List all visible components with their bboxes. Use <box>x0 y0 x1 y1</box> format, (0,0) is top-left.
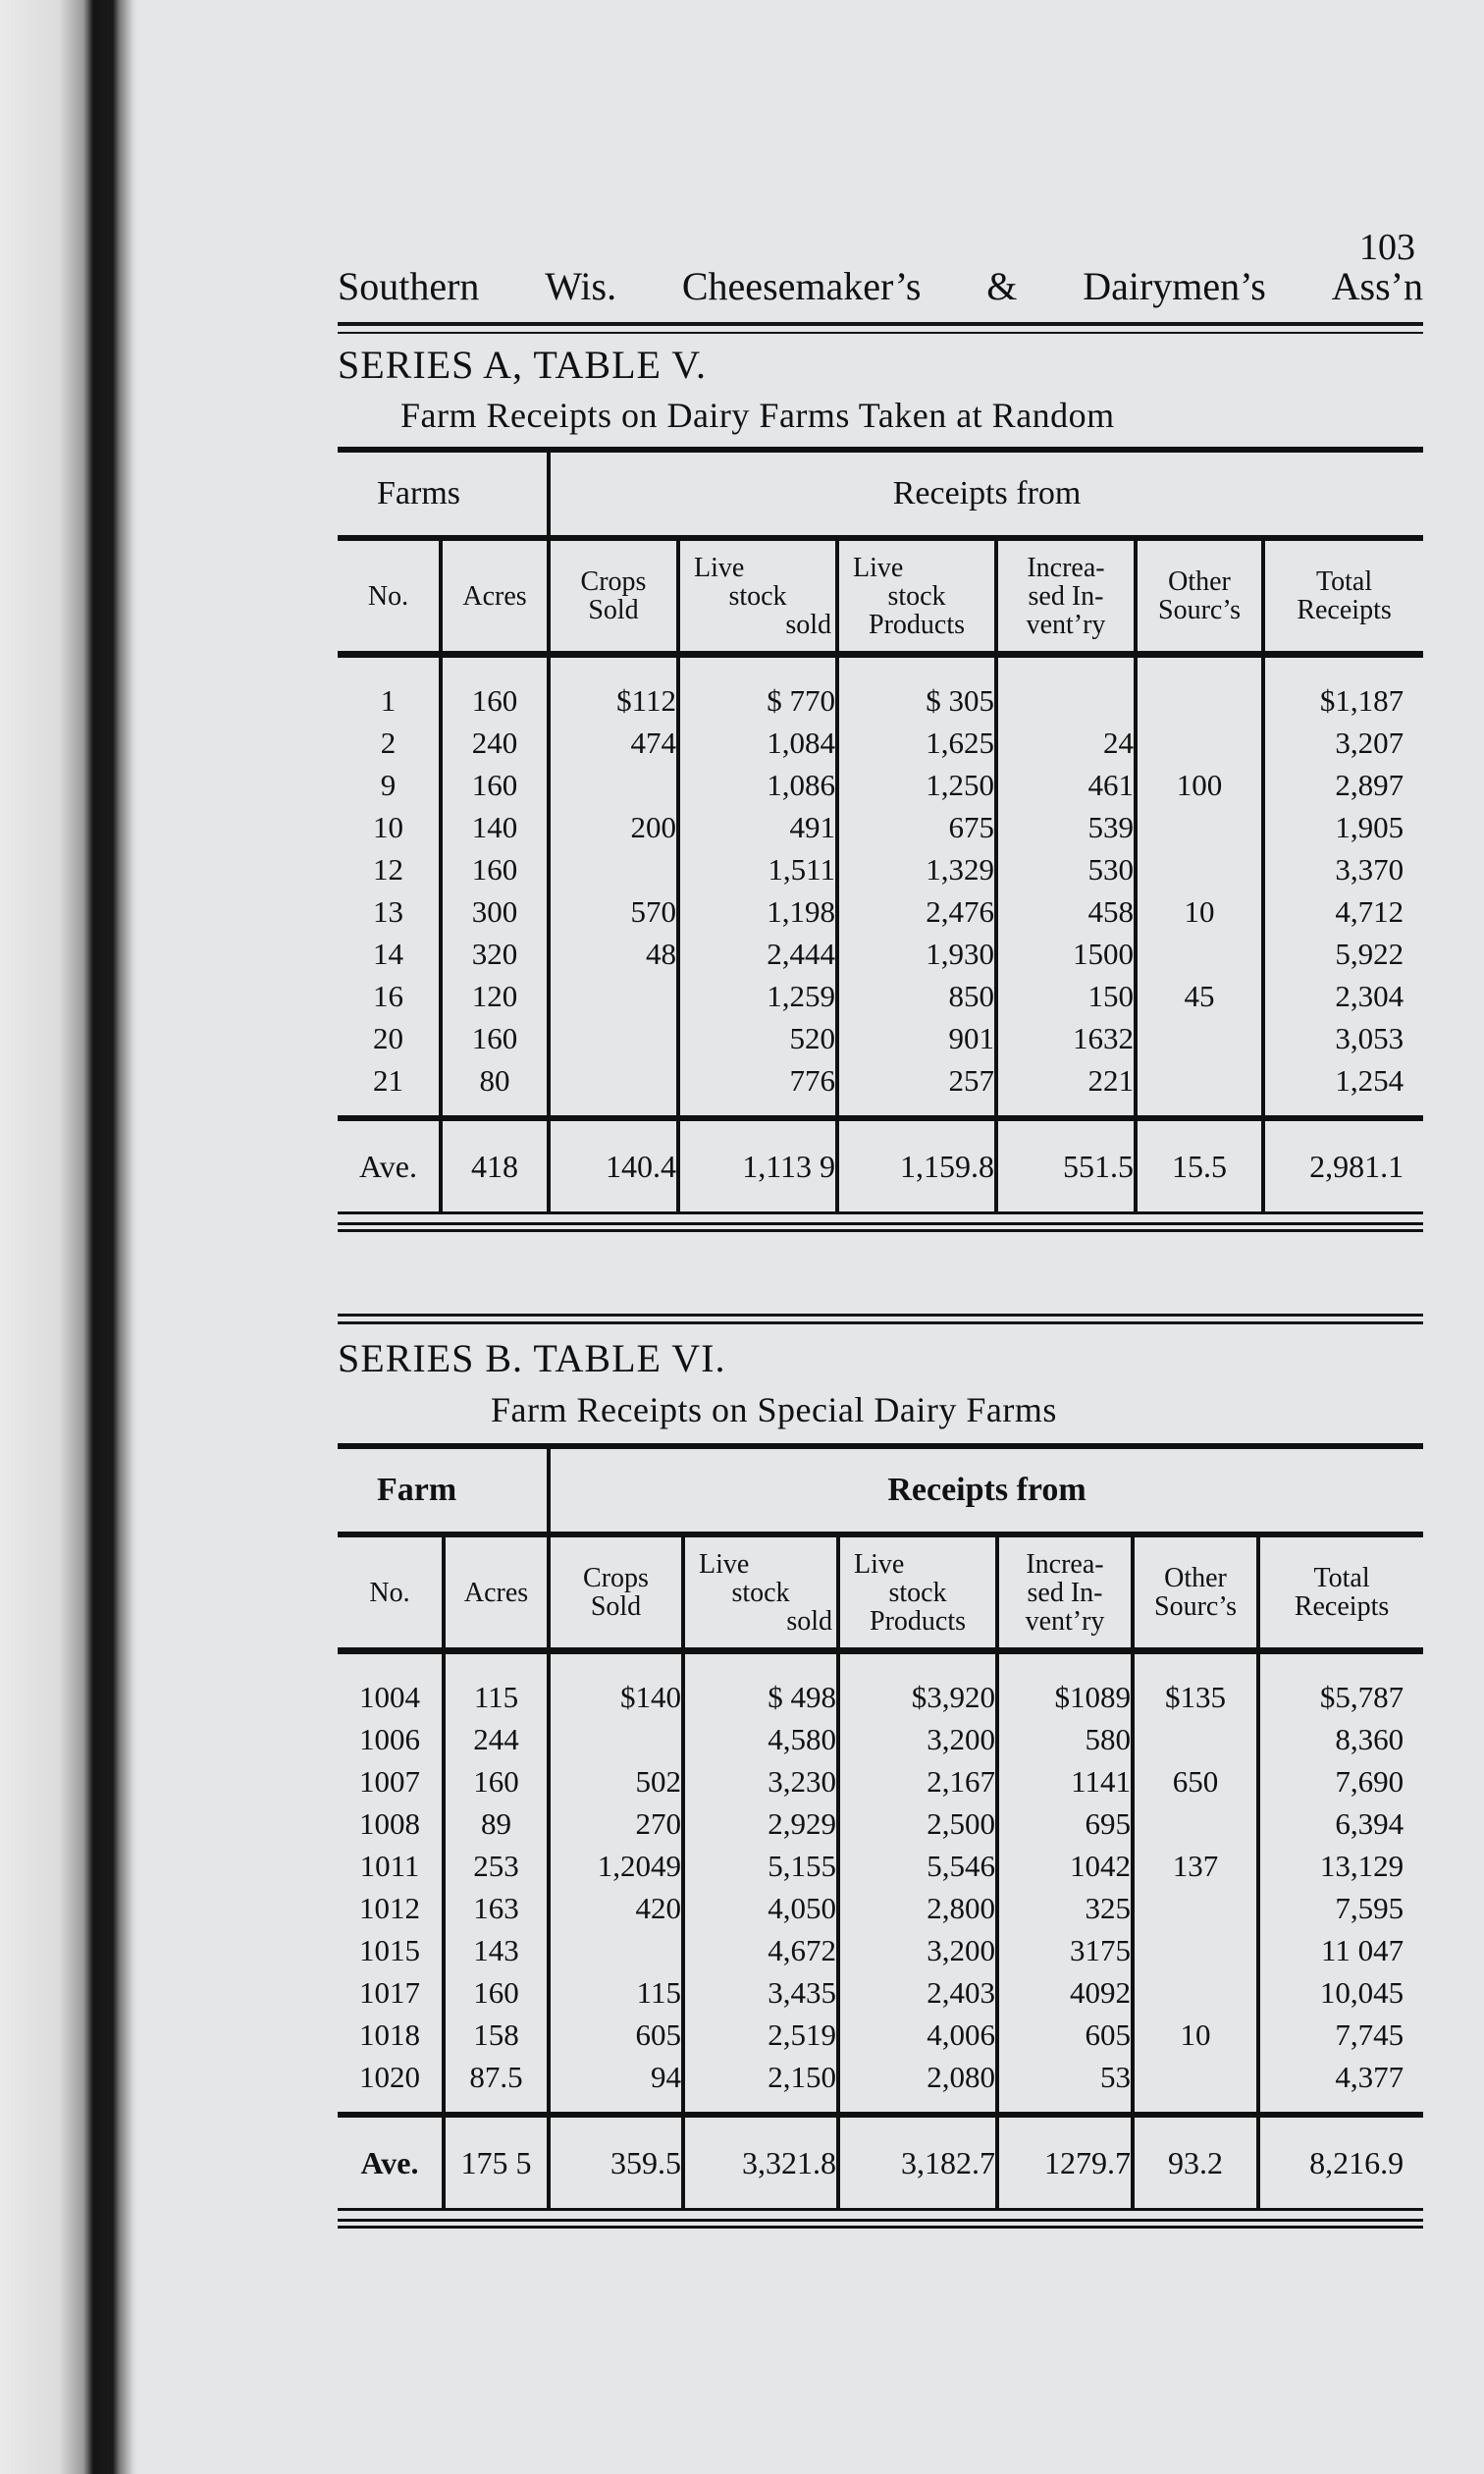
table-cell: 7,595 <box>1335 1891 1404 1925</box>
table-cell <box>549 1718 683 1760</box>
table-cell: 2,519 <box>683 2014 838 2056</box>
table-cell: 2 <box>338 722 441 764</box>
table-cell: 89 <box>444 1802 549 1845</box>
table-cell: 3,230 <box>683 1760 838 1802</box>
series-b-table <box>338 1443 1423 2211</box>
table-cell <box>549 975 678 1017</box>
table-cell <box>549 1929 683 1971</box>
average-cell: 551.5 <box>996 1118 1136 1213</box>
table-cell: 115 <box>444 1651 549 1719</box>
table-cell: 2,500 <box>838 1802 997 1845</box>
average-cell: 2,981.1 <box>1263 1118 1423 1213</box>
table-cell: 48 <box>549 933 678 975</box>
table-cell: 3,200 <box>838 1718 997 1760</box>
table-row <box>338 1887 1423 1929</box>
table-cell: 221 <box>996 1059 1136 1118</box>
table-cell: 675 <box>837 806 996 848</box>
column-header-live-stock-products: Live stock Products <box>837 538 996 655</box>
table-cell: 16 <box>338 975 441 1017</box>
series-a-table-block <box>338 447 1423 1232</box>
table-row <box>338 1718 1423 1760</box>
table-end-rule <box>338 1222 1423 1232</box>
table-row <box>338 848 1423 890</box>
column-header-other-sources: Other Sourc’s <box>1133 1534 1258 1651</box>
table-cell: 520 <box>678 1017 837 1059</box>
column-header-crops-sold: Crops Sold <box>549 538 678 655</box>
table-cell: 1,2049 <box>549 1845 683 1887</box>
group-header-receipts-from: Receipts from <box>549 450 1423 538</box>
table-cell: 10 <box>1136 890 1263 933</box>
table-cell: 1500 <box>996 933 1136 975</box>
table-cell <box>549 1059 678 1118</box>
table-row <box>338 1929 1423 1971</box>
average-cell: 140.4 <box>549 1118 678 1213</box>
table-cell: 605 <box>549 2014 683 2056</box>
table-row <box>338 655 1423 723</box>
column-header-total-receipts: Total Receipts <box>1258 1534 1423 1651</box>
average-cell: 359.5 <box>549 2115 683 2210</box>
series-a-subtitle: Farm Receipts on Dairy Farms Taken at Random <box>400 396 1115 435</box>
table-cell: 8,360 <box>1335 1722 1404 1756</box>
table-cell <box>996 655 1136 723</box>
table-cell: 3,053 <box>1335 1021 1404 1055</box>
average-cell: 3,182.7 <box>838 2115 997 2210</box>
table-cell: 650 <box>1133 1760 1258 1802</box>
table-cell: 1008 <box>338 1802 444 1845</box>
table-cell: 13 <box>338 890 441 933</box>
table-cell: 1,905 <box>1335 810 1404 844</box>
table-cell: 2,444 <box>678 933 837 975</box>
table-cell: 1,198 <box>678 890 837 933</box>
running-head-word: Ass’n <box>1331 264 1423 308</box>
table-cell: $ 770 <box>678 655 837 723</box>
table-cell: 4,580 <box>683 1718 838 1760</box>
table-cell <box>1136 722 1263 764</box>
table-cell <box>1136 655 1263 723</box>
table-cell: 14 <box>338 933 441 975</box>
table-cell: 850 <box>837 975 996 1017</box>
table-cell: 1015 <box>338 1929 444 1971</box>
table-cell: $135 <box>1133 1651 1258 1719</box>
table-cell: 4,377 <box>1335 2060 1404 2094</box>
running-head-word: Dairymen’s <box>1083 264 1266 308</box>
table-cell: 20 <box>338 1017 441 1059</box>
average-cell: 3,321.8 <box>683 2115 838 2210</box>
table-cell: 160 <box>441 655 549 723</box>
table-cell: 325 <box>997 1887 1133 1929</box>
table-cell: 87.5 <box>444 2056 549 2115</box>
table-cell: 3,435 <box>683 1971 838 2014</box>
average-cell: 175 5 <box>444 2115 549 2210</box>
table-cell: 3,207 <box>1335 726 1404 760</box>
table-cell: 80 <box>441 1059 549 1118</box>
section-divider-rule <box>338 1314 1423 1317</box>
average-cell: 1279.7 <box>997 2115 1133 2210</box>
table-cell: 1012 <box>338 1887 444 1929</box>
table-cell <box>1133 2056 1258 2115</box>
table-cell: 1018 <box>338 2014 444 2056</box>
table-cell: 100 <box>1136 764 1263 806</box>
table-cell: 2,897 <box>1335 768 1404 802</box>
table-cell: 458 <box>996 890 1136 933</box>
table-cell: 3,200 <box>838 1929 997 1971</box>
table-cell <box>549 848 678 890</box>
table-cell: 2,800 <box>838 1887 997 1929</box>
table-cell: 1,086 <box>678 764 837 806</box>
average-cell: 1,113 9 <box>678 1118 837 1213</box>
table-cell: 140 <box>441 806 549 848</box>
table-row <box>338 764 1423 806</box>
table-cell: 253 <box>444 1845 549 1887</box>
table-cell: $1,187 <box>1319 683 1404 718</box>
table-cell: 137 <box>1133 1845 1258 1887</box>
table-cell: 1004 <box>338 1651 444 1719</box>
table-cell <box>1136 1017 1263 1059</box>
column-header-live-stock-sold: Live stock sold <box>678 538 837 655</box>
table-cell <box>549 764 678 806</box>
column-header-acres: Acres <box>444 1534 549 1651</box>
table-cell: $5,787 <box>1319 1680 1404 1714</box>
table-cell: 1017 <box>338 1971 444 2014</box>
table-cell: 150 <box>996 975 1136 1017</box>
table-cell: 12 <box>338 848 441 890</box>
table-row <box>338 975 1423 1017</box>
table-cell: 539 <box>996 806 1136 848</box>
table-cell: 9 <box>338 764 441 806</box>
running-head-word: Cheesemaker’s <box>681 264 922 308</box>
table-cell: 1011 <box>338 1845 444 1887</box>
column-header-no: No. <box>338 538 441 655</box>
table-cell: 776 <box>678 1059 837 1118</box>
table-cell: 2,150 <box>683 2056 838 2115</box>
table-cell: 420 <box>549 1887 683 1929</box>
table-cell: 160 <box>441 1017 549 1059</box>
table-cell: 1 <box>338 655 441 723</box>
table-cell: 7,745 <box>1335 2017 1404 2052</box>
table-row <box>338 933 1423 975</box>
column-header-no: No. <box>338 1534 444 1651</box>
table-cell: 1006 <box>338 1718 444 1760</box>
column-header-increased-inventory: Increa- sed In- vent’ry <box>997 1534 1133 1651</box>
table-cell: 1,930 <box>837 933 996 975</box>
table-cell: 6,394 <box>1335 1806 1404 1841</box>
table-cell: 24 <box>996 722 1136 764</box>
table-row <box>338 1845 1423 1887</box>
table-cell: 1632 <box>996 1017 1136 1059</box>
table-cell <box>1136 848 1263 890</box>
table-cell: 2,304 <box>1335 979 1404 1013</box>
table-cell: 1141 <box>997 1760 1133 1802</box>
series-b-title: SERIES B. TABLE VI. <box>338 1336 726 1380</box>
table-cell: 1042 <box>997 1845 1133 1887</box>
table-cell <box>549 1017 678 1059</box>
table-cell: 580 <box>997 1718 1133 1760</box>
group-header-farms: Farms <box>338 450 549 538</box>
table-cell: 1020 <box>338 2056 444 2115</box>
column-header-crops-sold: Crops Sold <box>549 1534 683 1651</box>
series-b-subtitle: Farm Receipts on Special Dairy Farms <box>491 1390 1057 1429</box>
table-cell: $ 305 <box>837 655 996 723</box>
table-cell: 143 <box>444 1929 549 1971</box>
table-cell: $ 498 <box>683 1651 838 1719</box>
table-cell: 4,050 <box>683 1887 838 1929</box>
table-cell: 200 <box>549 806 678 848</box>
table-cell: 1,329 <box>837 848 996 890</box>
table-cell: 1007 <box>338 1760 444 1802</box>
table-cell: 2,167 <box>838 1760 997 1802</box>
table-cell: 320 <box>441 933 549 975</box>
header-rule <box>338 322 1423 326</box>
table-cell <box>1133 1971 1258 2014</box>
table-cell: 1,250 <box>837 764 996 806</box>
table-cell: 160 <box>441 764 549 806</box>
column-header-total-receipts: Total Receipts <box>1263 538 1423 655</box>
table-cell: 10,045 <box>1319 1975 1404 2010</box>
table-cell: 3,370 <box>1335 852 1404 887</box>
table-cell: $1089 <box>997 1651 1133 1719</box>
table-cell: 461 <box>996 764 1136 806</box>
table-cell: 160 <box>441 848 549 890</box>
table-cell: 530 <box>996 848 1136 890</box>
table-cell: 4,712 <box>1335 894 1404 929</box>
average-cell: 8,216.9 <box>1258 2115 1423 2210</box>
table-cell: 53 <box>997 2056 1133 2115</box>
table-cell: 1,259 <box>678 975 837 1017</box>
table-cell: 163 <box>444 1887 549 1929</box>
running-head <box>338 263 1423 309</box>
column-header-live-stock-products: Live stock Products <box>838 1534 997 1651</box>
table-cell: 5,922 <box>1335 937 1404 971</box>
table-cell: 257 <box>837 1059 996 1118</box>
table-cell <box>1133 1718 1258 1760</box>
table-cell: 158 <box>444 2014 549 2056</box>
table-cell: 605 <box>997 2014 1133 2056</box>
table-cell: 502 <box>549 1760 683 1802</box>
table-cell: 1,084 <box>678 722 837 764</box>
table-cell: 120 <box>441 975 549 1017</box>
column-header-increased-inventory: Increa- sed In- vent’ry <box>996 538 1136 655</box>
table-row <box>338 1017 1423 1059</box>
column-header-acres: Acres <box>441 538 549 655</box>
column-header-live-stock-sold: Live stock sold <box>683 1534 838 1651</box>
table-row <box>338 2056 1423 2115</box>
table-cell: 94 <box>549 2056 683 2115</box>
table-cell: 1,625 <box>837 722 996 764</box>
table-row <box>338 1971 1423 2014</box>
average-cell: 1,159.8 <box>837 1118 996 1213</box>
table-cell: $112 <box>549 655 678 723</box>
table-cell: 10 <box>338 806 441 848</box>
table-cell <box>1133 1887 1258 1929</box>
series-b-table-block <box>338 1443 1423 2229</box>
group-header-receipts-from: Receipts from <box>549 1446 1423 1534</box>
table-cell: 474 <box>549 722 678 764</box>
table-row <box>338 806 1423 848</box>
page-number: 103 <box>1359 227 1415 268</box>
table-cell: 240 <box>441 722 549 764</box>
series-a-table <box>338 447 1423 1214</box>
table-cell: 5,155 <box>683 1845 838 1887</box>
table-cell: 115 <box>549 1971 683 2014</box>
series-a-title: SERIES A, TABLE V. <box>338 343 707 387</box>
table-cell: 4092 <box>997 1971 1133 2014</box>
table-row <box>338 722 1423 764</box>
table-cell: 45 <box>1136 975 1263 1017</box>
table-cell <box>1133 1929 1258 1971</box>
table-row <box>338 1651 1423 1719</box>
table-row <box>338 890 1423 933</box>
table-cell: 695 <box>997 1802 1133 1845</box>
table-cell: 491 <box>678 806 837 848</box>
group-header-farm: Farm <box>338 1446 549 1534</box>
table-cell: 1,254 <box>1335 1063 1404 1098</box>
table-end-rule <box>338 2219 1423 2229</box>
table-cell: 2,476 <box>837 890 996 933</box>
running-head-word: Wis. <box>545 264 617 308</box>
table-cell <box>1133 1802 1258 1845</box>
table-cell: 13,129 <box>1319 1849 1404 1883</box>
table-row <box>338 1059 1423 1118</box>
average-cell: 418 <box>441 1118 549 1213</box>
table-cell: 10 <box>1133 2014 1258 2056</box>
table-cell: 570 <box>549 890 678 933</box>
table-cell: 5,546 <box>838 1845 997 1887</box>
table-cell: $140 <box>549 1651 683 1719</box>
table-cell: 2,080 <box>838 2056 997 2115</box>
table-cell: 4,672 <box>683 1929 838 1971</box>
section-divider-rule <box>338 1321 1423 1324</box>
table-cell <box>1136 806 1263 848</box>
table-cell: 160 <box>444 1760 549 1802</box>
table-cell: 901 <box>837 1017 996 1059</box>
book-binding-edge <box>0 0 137 2474</box>
table-cell: 11 047 <box>1320 1933 1404 1967</box>
table-row <box>338 1760 1423 1802</box>
table-cell: 2,929 <box>683 1802 838 1845</box>
column-header-other-sources: Other Sourc’s <box>1136 538 1263 655</box>
running-head-word: & <box>986 264 1018 308</box>
table-cell: 160 <box>444 1971 549 2014</box>
header-rule <box>338 332 1423 334</box>
average-cell: Ave. <box>338 1118 441 1213</box>
table-row <box>338 1802 1423 1845</box>
table-cell: 300 <box>441 890 549 933</box>
table-cell: 7,690 <box>1335 1764 1404 1799</box>
table-cell <box>1136 933 1263 975</box>
table-cell <box>1136 1059 1263 1118</box>
table-cell: 1,511 <box>678 848 837 890</box>
average-row <box>338 1118 1423 1213</box>
average-row <box>338 2115 1423 2210</box>
table-cell: 4,006 <box>838 2014 997 2056</box>
average-cell: 93.2 <box>1133 2115 1258 2210</box>
running-head-word: Southern <box>338 264 480 308</box>
table-row <box>338 2014 1423 2056</box>
table-cell: $3,920 <box>838 1651 997 1719</box>
average-cell: 15.5 <box>1136 1118 1263 1213</box>
table-cell: 244 <box>444 1718 549 1760</box>
table-cell: 270 <box>549 1802 683 1845</box>
table-cell: 2,403 <box>838 1971 997 2014</box>
table-cell: 21 <box>338 1059 441 1118</box>
table-cell: 3175 <box>997 1929 1133 1971</box>
average-cell: Ave. <box>338 2115 444 2210</box>
